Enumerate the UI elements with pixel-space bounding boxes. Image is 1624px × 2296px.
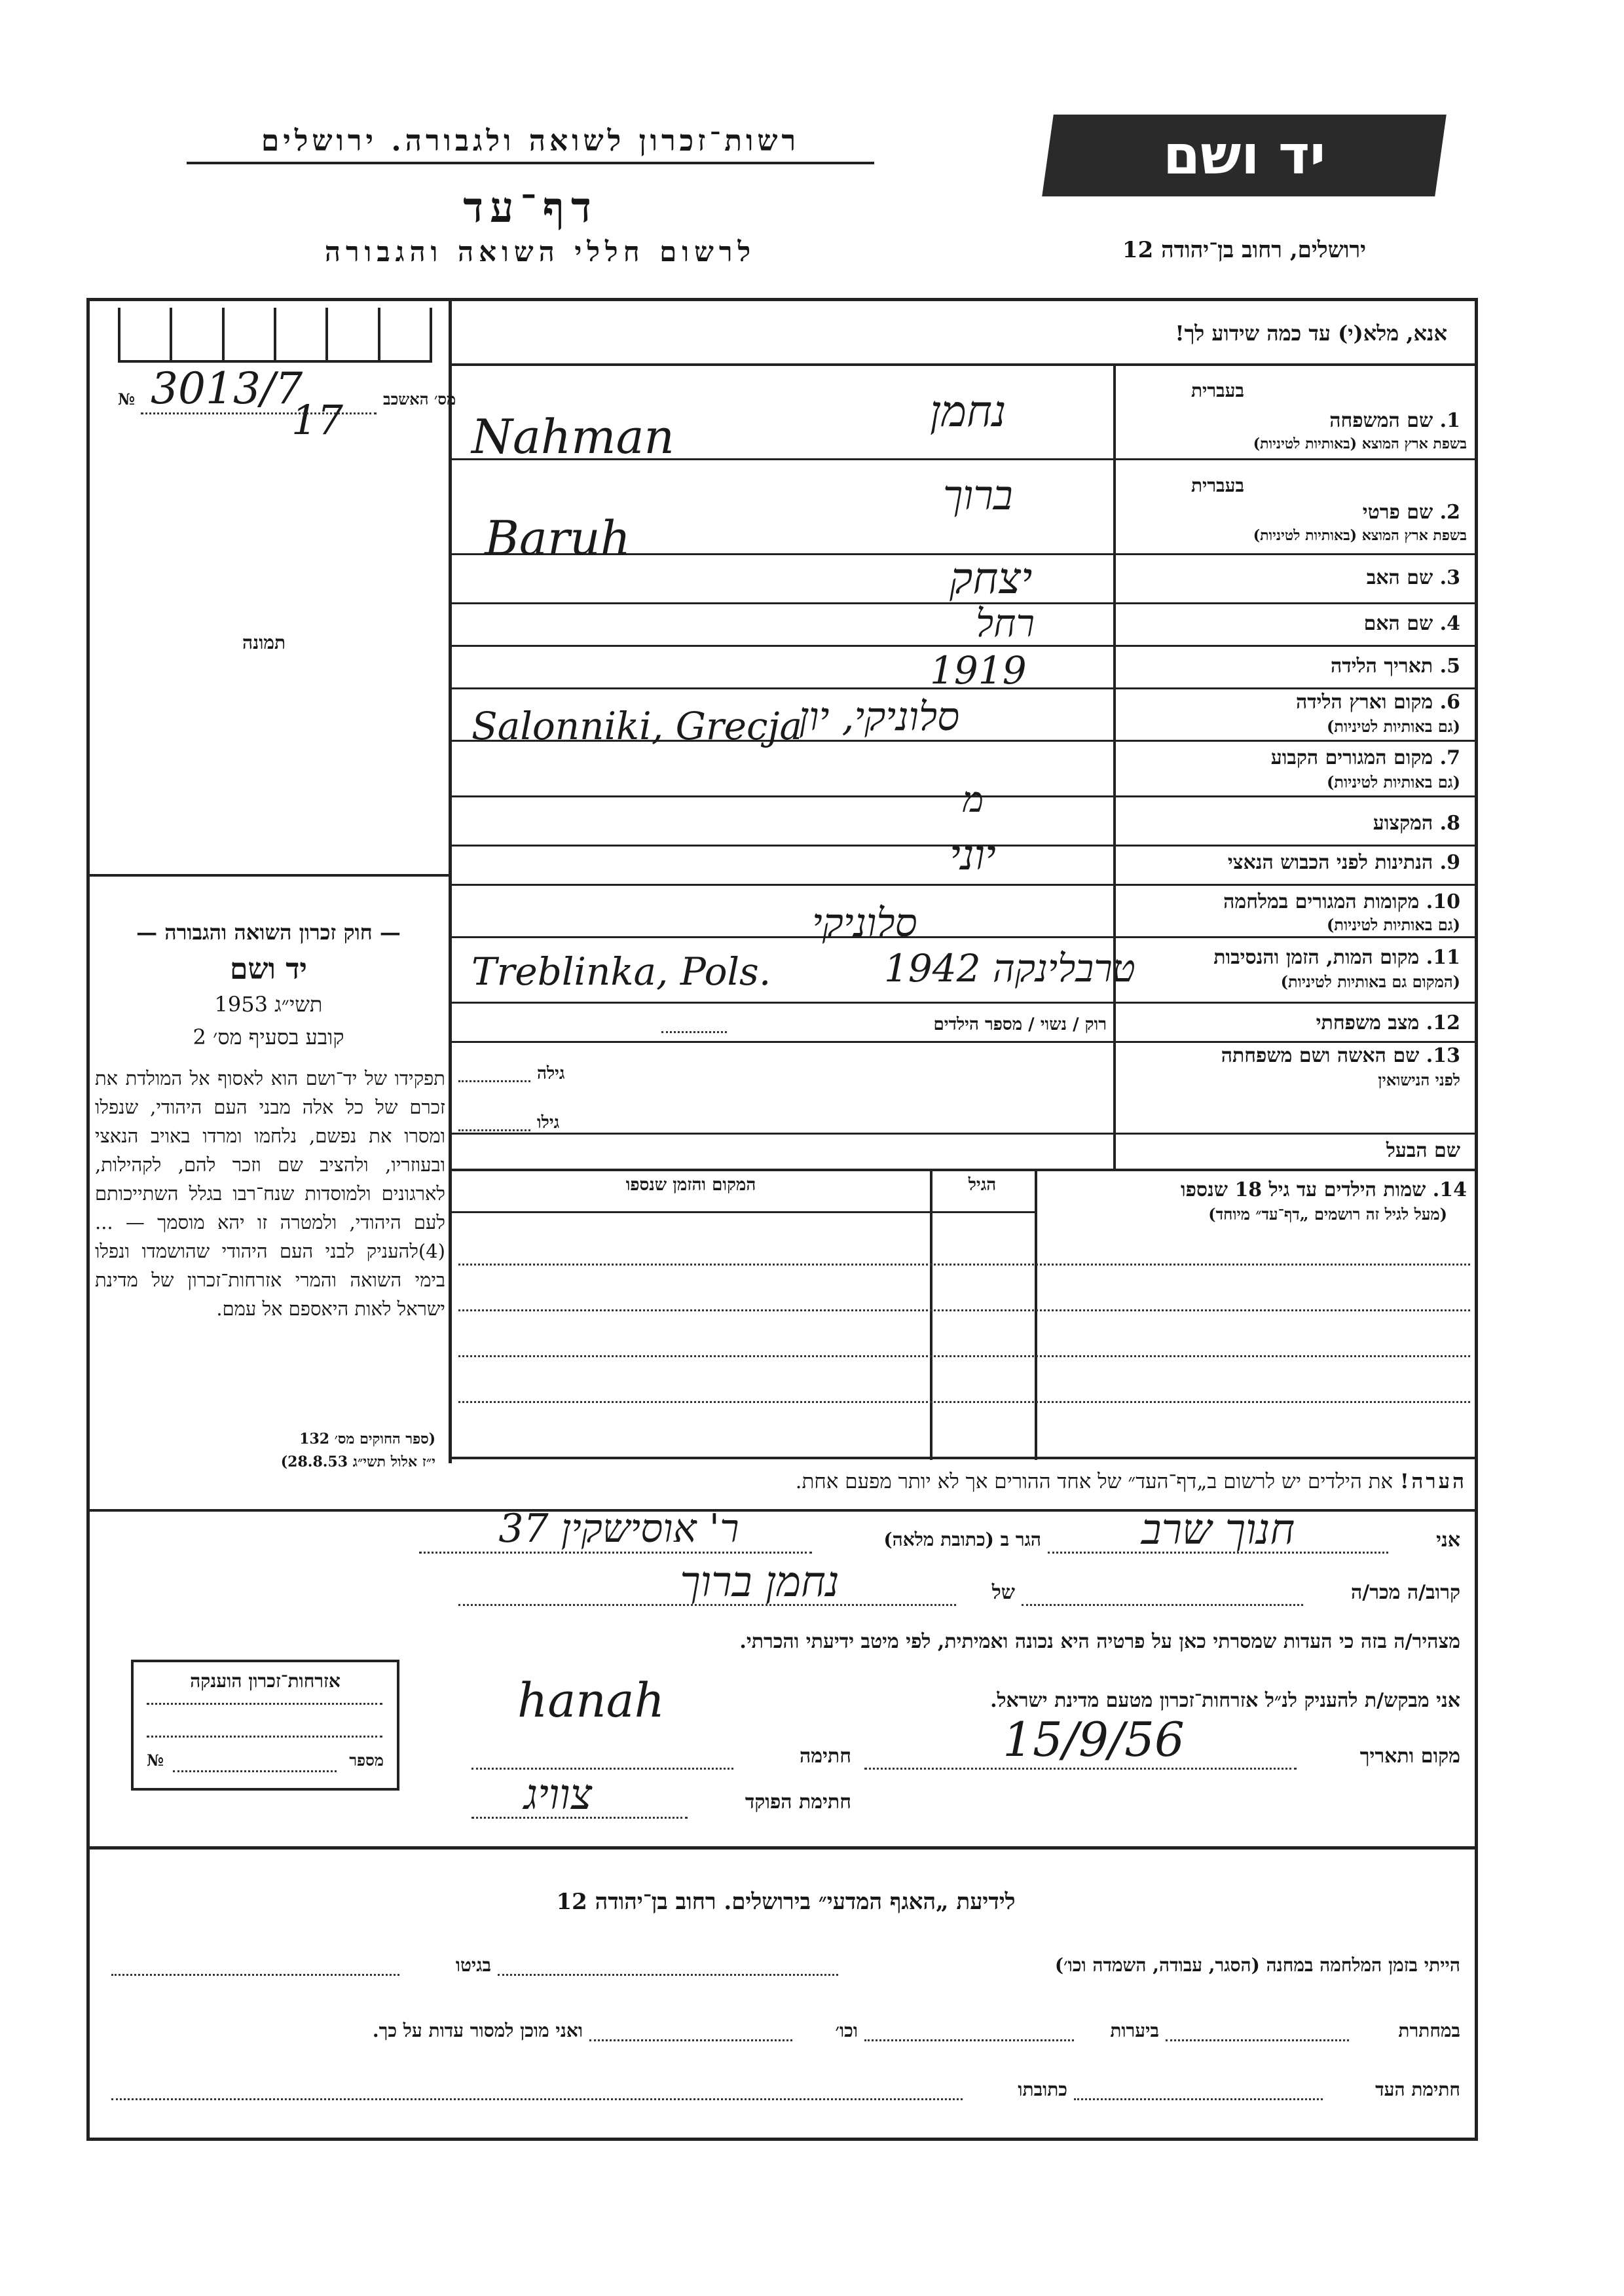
field-6-value-latin: Salonniki, Grecja [471,704,803,748]
note-label: הערה! [1399,1470,1467,1493]
decl-place-date-label: מקום ותאריך [1359,1745,1460,1768]
field-2-value-latin: Baruh [485,511,631,566]
decl-residing: הגר ב (כתובת מלאה) [883,1529,1041,1550]
form-subtitle: לרשום חללי השואה והגבורה [324,236,756,268]
decl-address: ר' אוסישקין 37 [498,1506,739,1552]
registry-extra: 17 [291,396,343,444]
decl-ani: אני [1436,1529,1460,1552]
field-1-hebrew-tag: בעברית [1190,380,1244,401]
field-13-label: 13. שם האשה ושם משפחתה [1221,1044,1460,1067]
authority-title: רשות־זכרון לשואה ולגבורה. ירושלים [187,124,874,164]
registry-number: 3013/7 [151,363,303,414]
field-2-sub: בשפת ארץ המוצא (באותיות לטיניות) [1253,527,1467,544]
logo-text: יד ושם [1162,124,1326,187]
footer-line2-end: ואני מוכן למסור עדות על כך. [372,2020,583,2041]
field-7-sub: (גם באותיות לטיניות) [1326,773,1460,792]
children-col-age: הגיל [968,1175,997,1195]
instruction: אנא, מלא(י) עד כמה שידוע לך! [1175,321,1447,346]
field-1-sub: בשפת ארץ המוצא (באותיות לטיניות) [1253,435,1467,452]
field-4-value: רחל [976,601,1035,646]
law-section: קובע בסעיף מס׳ 2 [193,1025,344,1049]
field-10-label: 10. מקומות המגורים במלחמה [1223,890,1460,913]
field-12-label: 12. מצב משפחתי [1316,1011,1460,1034]
husband-age-label: גילו [537,1113,560,1133]
field-12-marital: רוק / נשוי / מספר הילדים [933,1015,1107,1034]
field-1-label: 1. שם המשפחה [1329,409,1460,432]
field-3-label: 3. שם האב [1366,566,1460,589]
registry-label: מס׳ האשכב [383,390,456,409]
yad-vashem-logo [1042,115,1447,196]
footer-line3-a: חתימת העד [1375,2079,1460,2100]
footer-line3-b: כתובתו [1018,2079,1067,2100]
decl-signature: hanah [517,1673,665,1728]
field-10-sub: (גם באותיות לטיניות) [1326,915,1460,934]
address: ירושלים, רחוב בן־יהודה 12 [1122,237,1367,263]
field-9-value: יוני [950,831,996,880]
field-10-value: סלוניקי [812,900,917,946]
tick-marks [118,308,432,363]
registry-no-symbol: № [118,390,136,409]
field-5-value: 1919 [930,648,1027,693]
field-2-value-he: ברוך [943,471,1013,519]
footer-line1-end: בגיטו [455,1954,491,1976]
footer-line2-c: וכו׳ [835,2020,858,2041]
footer-line2-b: ביערות [1110,2020,1159,2041]
law-year: תשי״ג 1953 [214,992,323,1017]
decl-name: חנוך שרב [1141,1506,1295,1554]
note-text: את הילדים יש לרשום ב„דף־העד״ של אחד ההורים אך לא יותר מפעם אחת. [795,1470,1393,1493]
field-6-value-he: סלוניקי, יון [799,694,960,740]
field-2-hebrew-tag: בעברית [1190,475,1244,496]
field-13-age-label: גילה [537,1064,565,1084]
field-5-label: 5. תאריך הלידה [1331,655,1460,678]
field-9-label: 9. הנתינות לפני הכבוש הנאצי [1227,851,1460,874]
photo-label: תמונה [242,632,286,653]
field-11-value-latin: Treblinka, Pols. [471,949,771,994]
husband-label: שם הבעל [1386,1139,1460,1162]
field-7-label: 7. מקום המגורים הקבוע [1270,746,1460,769]
law-citation-1: (ספר החוקים מס׳ 132 [299,1430,435,1448]
decl-signature-label: חתימה [800,1745,851,1768]
children-title: 14. שמות הילדים עד גיל 18 שנספו [1180,1178,1467,1201]
law-logo: יד ושם [230,953,307,986]
form-title: דף־עד [463,183,598,232]
citizenship-title: אזרחות־זכרון הוענקה [190,1670,341,1692]
law-body: תפקידו של יד־ושם הוא לאסוף אל המולדת את זכרם של כל אלה מבני העם היהודי, שנפלו ומסרו את נפשם, נלחמו ומרדו באויב הנאצי ובעוזריו, ולהציב שם וזכר להם, לקהילות, לארגונים ולמוסדות שנח־רבו בגלל השתייכותם לעם היהודי, ולמטרה זו יהא מוסמך — ...(4)להעניק לבני העם היהודי שהושמדו ונפלו בימי השואה והמרי אזרחות־זכרון של מדינת ישראל לאות היאספם אל עמם. [95,1067,445,1320]
field-4-label: 4. שם האם [1363,612,1460,635]
field-2-label: 2. שם פרטי [1362,501,1460,524]
children-sub: (מעל לגיל זה רושמים „דף־עד״ מיוחד) [1208,1205,1447,1224]
children-col-place: המקום והזמן שנספו [625,1175,756,1195]
field-11-value-he: טרבלינקה 1942 [884,946,1135,991]
field-8-label: 8. המקצוע [1373,812,1460,835]
field-11-sub: (המקום גם באותיות לטיניות) [1280,972,1460,991]
field-8-value: מ [963,779,984,820]
field-6-sub: (גם באותיות לטיניות) [1326,717,1460,736]
decl-official-label: חתימת הפוקד [745,1791,851,1813]
field-6-label: 6. מקום וארץ הלידה [1295,691,1460,714]
field-1-value-he: נחמן [930,386,1006,437]
decl-statement: מצהיר/ה בזה כי העדות שמסרתי כאן על פרטיה היא נכונה ואמיתית, לפי מיטב ידיעתי והכרתי. [739,1630,1460,1653]
decl-deceased: נחמן ברוך [680,1558,840,1607]
citizenship-box [131,1660,399,1791]
decl-request: אני מבקש/ת להעניק לנ״ל אזרחות־זכרון מטעם מדינת ישראל. [990,1689,1460,1712]
footer-line2-a: במחתרת [1398,2020,1460,2041]
citizenship-no-symbol: № [147,1751,164,1770]
law-citation-2: י״ז אלול תשי״ג 28.8.53) [280,1453,435,1470]
note [458,1470,1467,1493]
field-3-value: יצחק [950,553,1033,604]
field-1-value-latin: Nahman [471,409,674,464]
field-11-label: 11. מקום המות, הזמן והנסיבות [1213,946,1460,969]
citizenship-number-label: מספר [349,1751,384,1770]
decl-date: 15/9/56 [1003,1712,1185,1767]
footer-heading: לידיעת „האגף המדעי״ בירושלים. רחוב בן־יהודה 12 [556,1889,1016,1915]
decl-official-signature: צוויג [524,1771,593,1819]
decl-of: של [991,1581,1015,1604]
footer-line1: הייתי בזמן המלחמה במחנה (הסגר, עבודה, השמדה וכו׳) [1054,1954,1460,1976]
decl-relative: קרוב/ה מכר/ה [1351,1581,1460,1604]
law-heading: — חוק זכרון השואה והגבורה — [136,920,401,945]
field-13-sub: לפני הנישואין [1378,1070,1460,1089]
